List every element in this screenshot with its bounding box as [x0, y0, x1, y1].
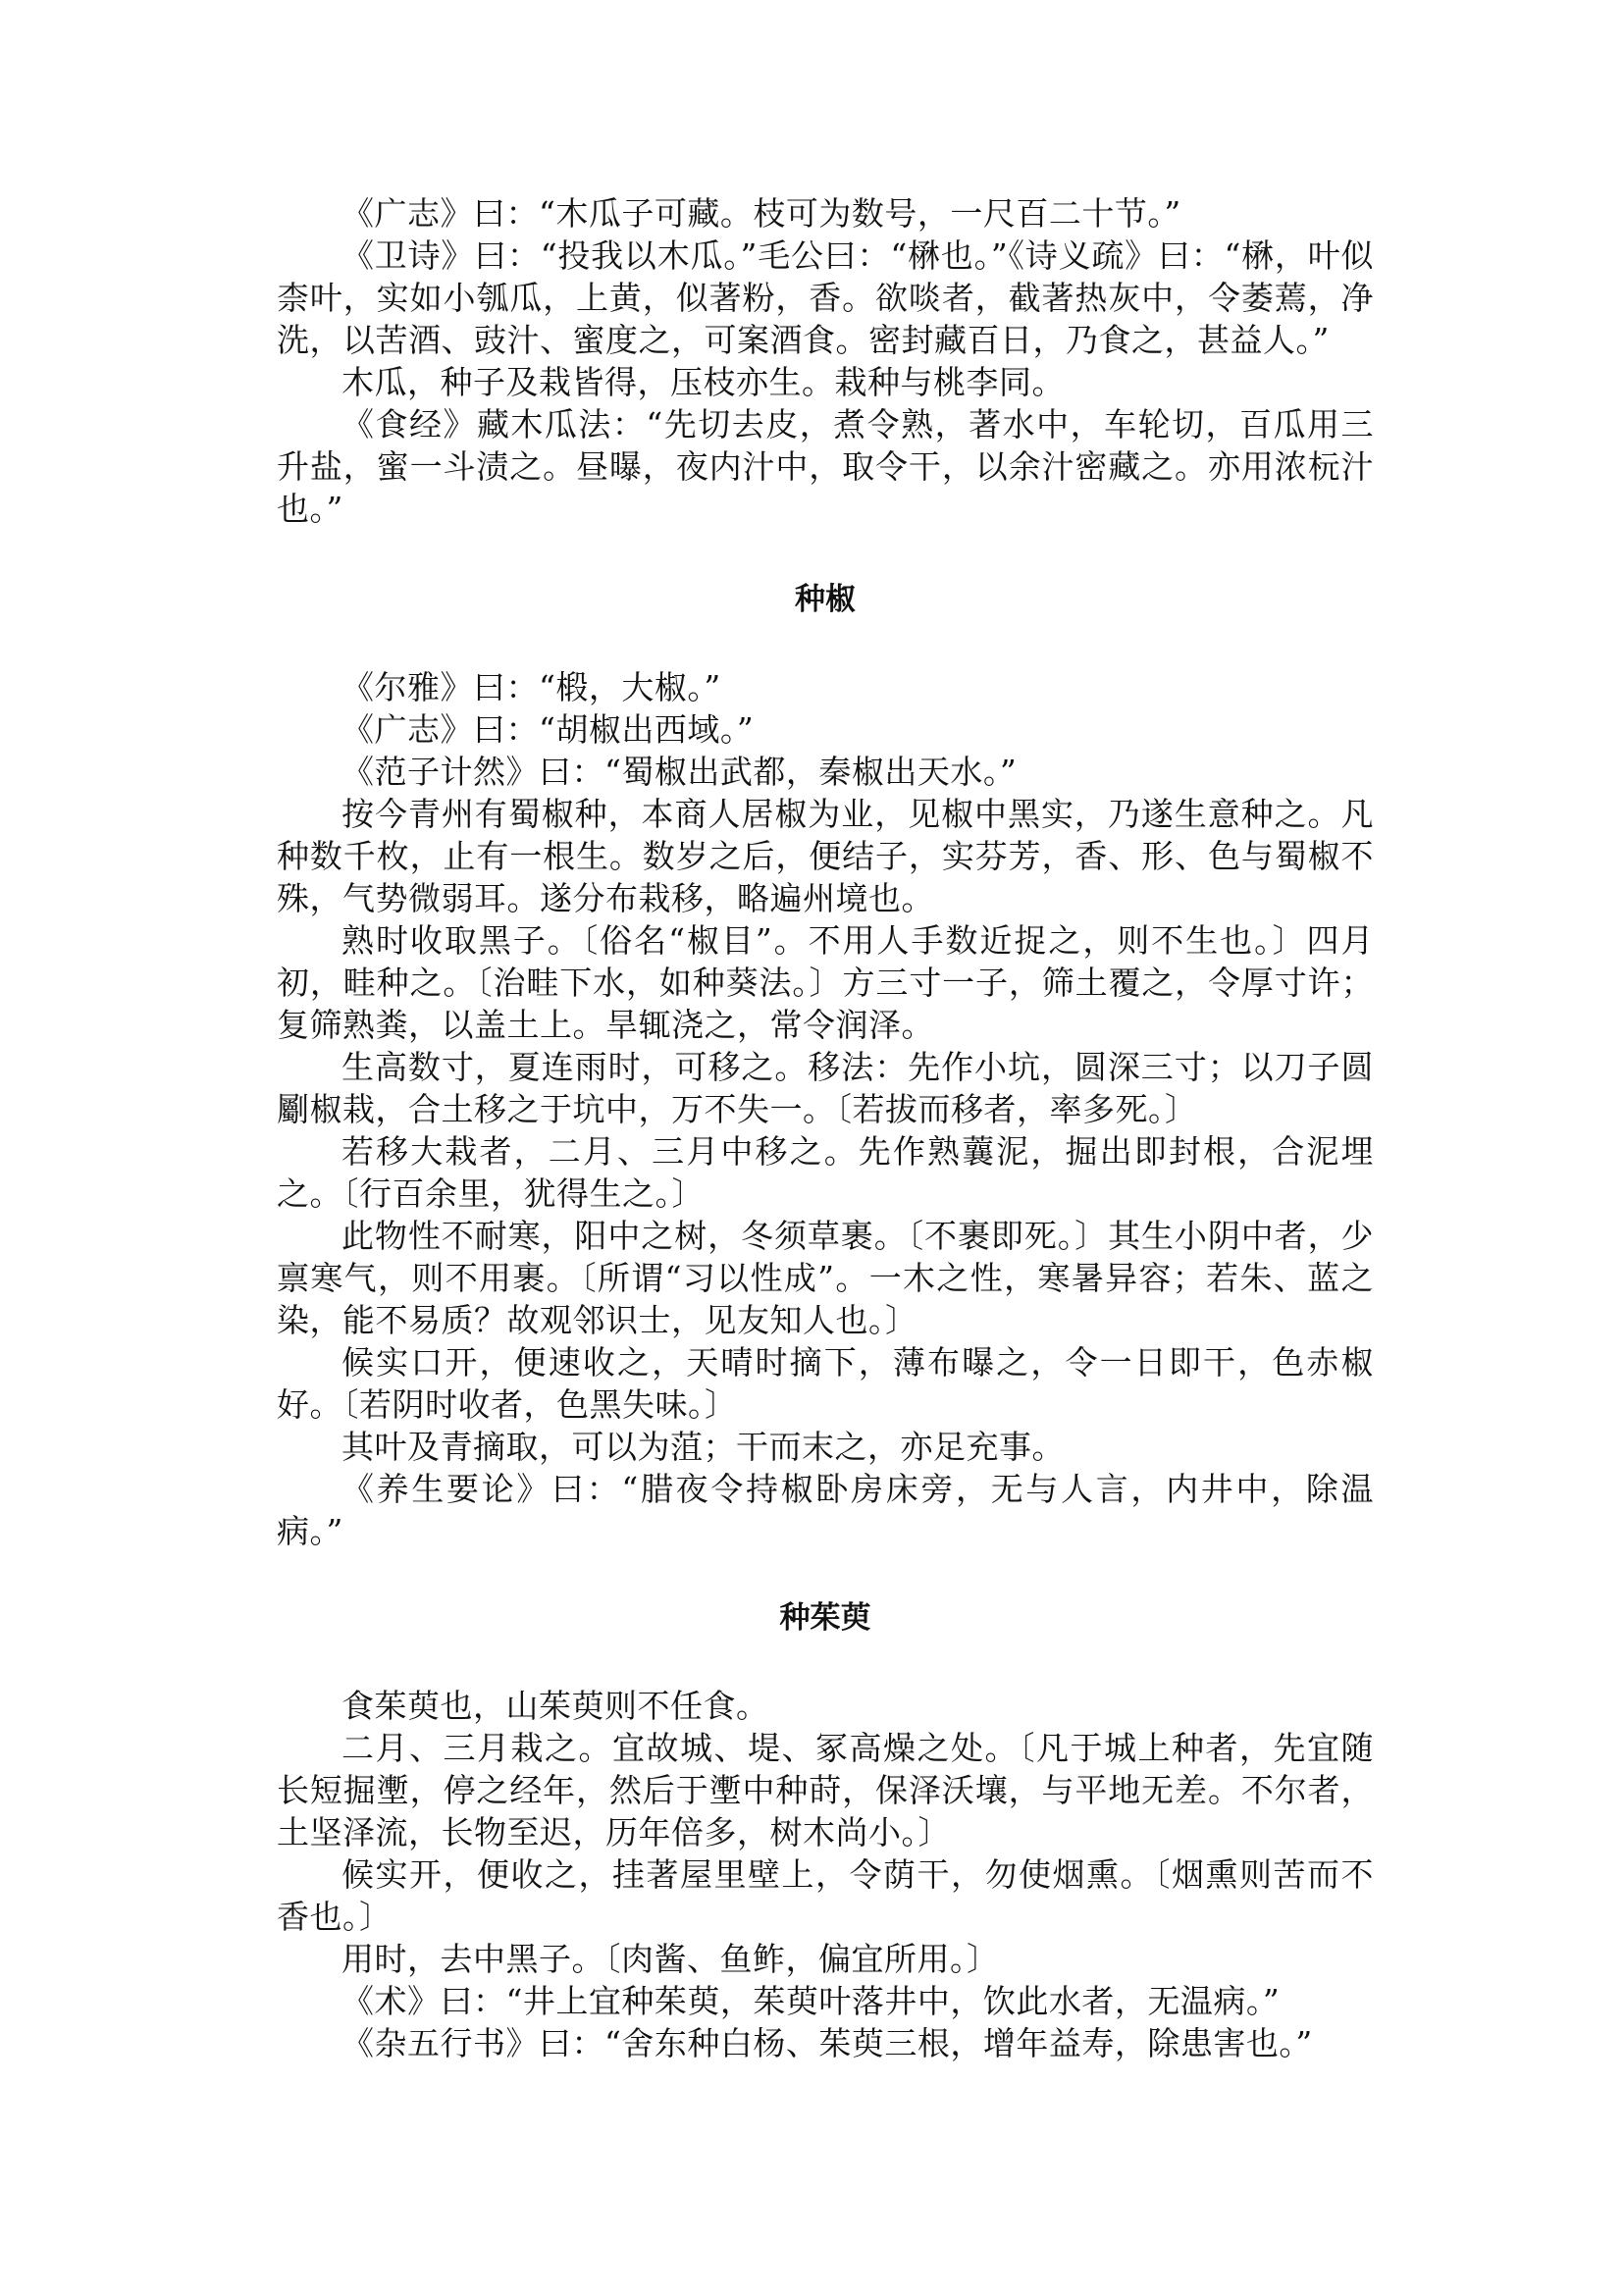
paragraph: 用时，去中黑子。〔肉酱、鱼鲊，偏宜所用。〕 — [341, 1940, 1000, 1978]
section-title-zhongzhuyu: 种茱萸 — [779, 1600, 871, 1636]
paragraph: 熟时收取黑子。〔俗名“椒目”。不用人手数近捉之，则不生也。〕四月初，畦种之。〔治畦下水，如种葵法。〕方三寸一子，筛土覆之，令厚寸许；复筛熟粪，以盖土上。旱辄浇之，常令润泽。 — [277, 921, 1374, 1044]
paragraph: 其叶及青摘取，可以为菹；干而末之，亦足充事。 — [341, 1428, 1065, 1466]
paragraph: 若移大栽者，二月、三月中移之。先作熟蘘泥，掘出即封根，合泥埋之。〔行百余里，犹得生之。〕 — [277, 1132, 1374, 1213]
paragraph: 《养生要论》曰：“腊夜令持椒卧房床旁，无与人言，内井中，除温病。” — [277, 1470, 1374, 1550]
paragraph: 《广志》曰：“胡椒出西域。” — [341, 710, 755, 749]
section-jiao — [277, 666, 1374, 1552]
paragraph: 《术》曰：“井上宜种茱萸，茱萸叶落井中，饮此水者，无温病。” — [341, 1982, 1281, 2020]
document-page — [277, 192, 1374, 2064]
paragraph: 食茱萸也，山茱萸则不任食。 — [341, 1687, 769, 1725]
section-mugua — [277, 192, 1374, 530]
paragraph: 候实口开，便速收之，天晴时摘下，薄布曝之，令一日即干，色赤椒好。〔若阴时收者，色黑失味。〕 — [277, 1343, 1374, 1424]
section-zhuyu — [277, 1685, 1374, 2064]
paragraph: 《食经》藏木瓜法：“先切去皮，煮令熟，著水中，车轮切，百瓜用三升盐，蜜一斗渍之。昼曝，夜内汁中，取令干，以余汁密藏之。亦用浓杬汁也。” — [277, 405, 1374, 528]
paragraph: 候实开，便收之，挂著屋里壁上，令荫干，勿使烟熏。〔烟熏则苦而不香也。〕 — [277, 1855, 1374, 1936]
paragraph: 此物性不耐寒，阳中之树，冬须草裹。〔不裹即死。〕其生小阴中者，少禀寒气，则不用裹。〔所谓“习以性成”。一木之性，寒暑异容；若朱、蓝之染，能不易质？故观邻识士，见友知人也。〕 — [277, 1217, 1374, 1339]
paragraph: 《卫诗》曰：“投我以木瓜。”毛公曰：“楙也。”《诗义疏》曰：“楙，叶似柰叶，实如小瓠瓜，上黄，似著粉，香。欲啖者，截著热灰中，令萎蔫，净洗，以苦酒、豉汁、蜜度之，可案酒食。密封藏百日，乃食之，甚益人。” — [277, 236, 1374, 359]
paragraph: 《尔雅》曰：“椴，大椒。” — [341, 668, 721, 706]
paragraph: 生高数寸，夏连雨时，可移之。移法：先作小坑，圆深三寸；以刀子圆劚椒栽，合土移之于坑中，万不失一。〔若拔而移者，率多死。〕 — [277, 1048, 1374, 1128]
section-title-zhongjiao: 种椒 — [795, 582, 856, 617]
paragraph: 按今青州有蜀椒种，本商人居椒为业，见椒中黑实，乃遂生意种之。凡种数千枚，止有一根生。数岁之后，便结子，实芬芳，香、形、色与蜀椒不殊，气势微弱耳。遂分布栽移，略遍州境也。 — [277, 795, 1374, 917]
paragraph: 木瓜，种子及栽皆得，压枝亦生。栽种与桃李同。 — [341, 363, 1065, 401]
paragraph: 《广志》曰：“木瓜子可藏。枝可为数号，一尺百二十节。” — [341, 194, 1181, 233]
paragraph: 二月、三月栽之。宜故城、堤、冢高燥之处。〔凡于城上种者，先宜随长短掘壍，停之经年，然后于壍中种莳，保泽沃壤，与平地无差。不尔者，土坚泽流，长物至迟，历年倍多，树木尚小。〕 — [277, 1729, 1374, 1851]
paragraph: 《范子计然》曰：“蜀椒出武都，秦椒出天水。” — [341, 753, 1018, 791]
paragraph: 《杂五行书》曰：“舍东种白杨、茱萸三根，增年益寿，除患害也。” — [341, 2024, 1313, 2062]
